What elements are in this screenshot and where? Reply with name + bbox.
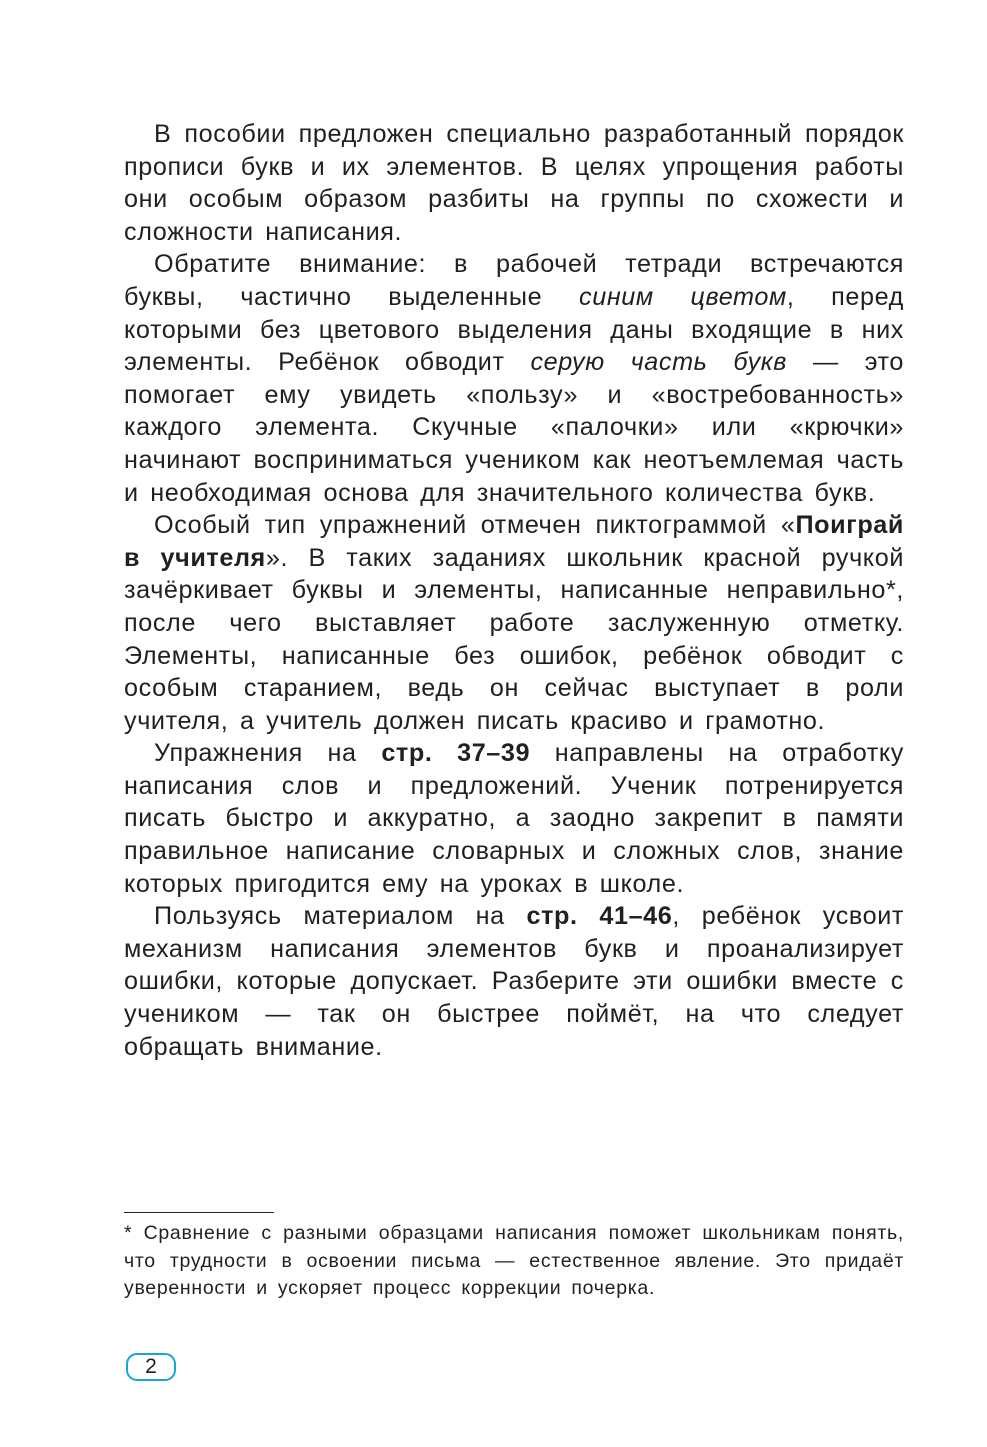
paragraph-play-teacher: Особый тип упражнений отмечен пиктограммой «Поиграй в учителя». В таких заданиях школьник красной ручкой зачёркивает буквы и элементы, написанные неправильно*, после чего выставляет работе заслуженную отметку. Элементы, написанные без ошибок, ребёнок обводит с особым старанием, ведь он сейчас выступает в роли учителя, а учитель должен писать красиво и грамотно.: [124, 511, 904, 735]
page-number: 2: [145, 1355, 157, 1378]
paragraph-pages-41-46: Пользуясь материалом на стр. 41–46, ребёнок усвоит механизм написания элементов букв и проанализирует ошибки, которые допускает. Разберите эти ошибки вместе с учеником — так он быстрее поймёт, на что следует обращать внимание.: [124, 902, 905, 1061]
emphasis-grey-part: серую часть букв: [530, 348, 788, 377]
paragraph-attention: Обратите внимание: в рабочей тетради встречаются буквы, частично выделенные синим цветом, перед которыми без цветового выделения даны входящие в них элементы. Ребёнок обводит серую часть букв — это помогает ему увидеть «пользу» и «востребованность» каждого элемента. Скучные «палочки» или «крючки» начинают восприниматься учеником как неотъемлемая часть и необходимая основа для значительного количества букв.: [124, 250, 904, 507]
bold-play-teacher: Поиграй в учителя: [124, 511, 904, 572]
footnote: * Сравнение с разными образцами написания поможет школьникам понять, что трудности в освоении письма — естественное явление. Это придаёт уверенности и ускоряет процесс коррекции почерка.: [124, 1222, 904, 1299]
paragraph-intro: В пособии предложен специально разработанный порядок прописи букв и их элементов. В целях упрощения работы они особым образом разбиты на группы по схожести и сложности написания.: [124, 120, 904, 246]
emphasis-blue-color: синим цветом: [579, 282, 787, 311]
footnote-divider: [124, 1212, 274, 1213]
page-number-badge: [126, 1353, 176, 1381]
body-text: [124, 118, 904, 1063]
paragraph-pages-37-39: Упражнения на стр. 37–39 направлены на отработку написания слов и предложений. Ученик потренируется писать быстро и аккуратно, а заодно закрепит в памяти правильное написание словарных и сложных слов, знание которых пригодится ему на уроках в школе.: [124, 739, 904, 898]
bold-page-ref: стр. 37–39: [381, 739, 531, 768]
bold-page-ref: стр. 41–46: [526, 902, 673, 931]
